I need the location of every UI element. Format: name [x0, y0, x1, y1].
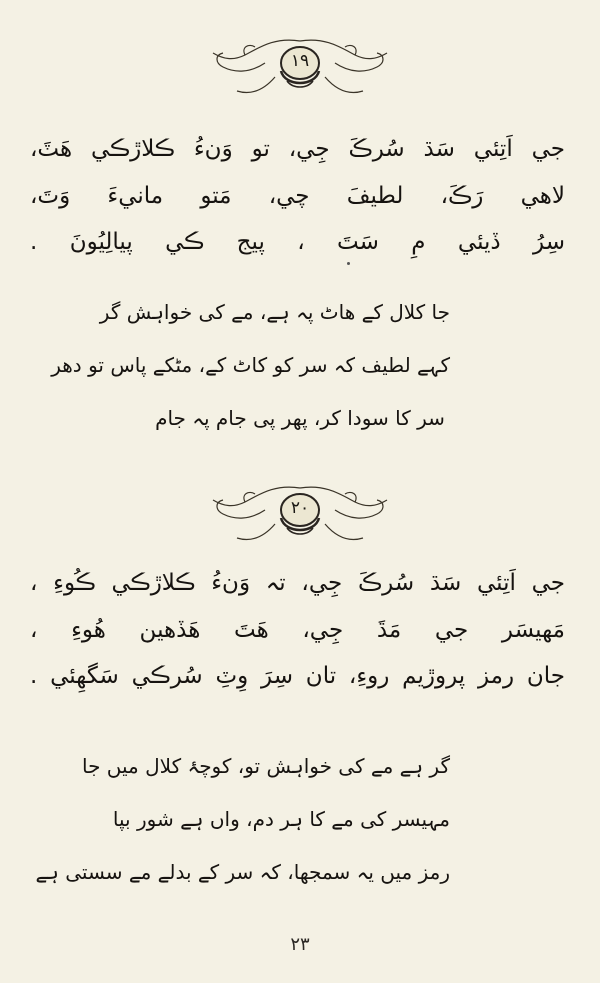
urdu-line: جا کلال کے ھاٹ پہ ہے، مے کی خواہش گر: [99, 300, 450, 324]
sindhi-line: جي اَتِئي سَڌ سُرڪَ جِي، تو وَنءُ ڪلاڙڪي هَٽَ،: [30, 136, 565, 162]
ornament-19: [0, 33, 600, 113]
ornament-20: [0, 480, 600, 560]
urdu-line: سر کا سودا کر، پھر پی جام پہ جام: [155, 406, 445, 430]
sindhi-stanza-20: [30, 568, 565, 692]
sindhi-stanza-19: [30, 134, 565, 258]
urdu-line: رمز میں یہ سمجھا، کہ سر کے بدلے مے سستی ہے: [35, 860, 450, 884]
poem-number: ١٩: [290, 51, 310, 71]
sindhi-line: سِرُ ڏيئي مِ سَتَ ، پيج ڪي پيالِيُونَ .: [30, 229, 565, 255]
sindhi-line: مَهيسَر جي مَڌَ جِي، هَتَ هَڏهين هُوءِ ،: [30, 617, 565, 643]
urdu-translation-20: [35, 740, 450, 899]
urdu-line: مہیسر کی مے کا ہر دم، واں ہے شور بپا: [112, 807, 450, 831]
page-number: ٢٣: [290, 934, 310, 955]
urdu-translation-19: [51, 286, 450, 445]
speck: [347, 262, 350, 265]
sindhi-line: جي اَتِئي سَڌ سُرڪَ جِي، تہ وَنءُ ڪلاڙڪي ڪُوءِ ،: [30, 570, 565, 596]
urdu-line: کہے لطیف کہ سر کو کاٹ کے، مٹکے پاس تو دھر: [51, 353, 450, 377]
urdu-line: گر ہے مے کی خواہش تو، کوچۂ کلال میں جا: [81, 754, 450, 778]
sindhi-line: جان رمز پروڙيم روءِ، تان سِرَ وِٽِ سُرڪي سَگهِئي .: [30, 663, 565, 689]
sindhi-line: لاهي رَڪَ، لطيفَ چي، مَتو مانيءَ وَتَ،: [30, 183, 565, 209]
poem-number: ٢٠: [290, 498, 310, 518]
